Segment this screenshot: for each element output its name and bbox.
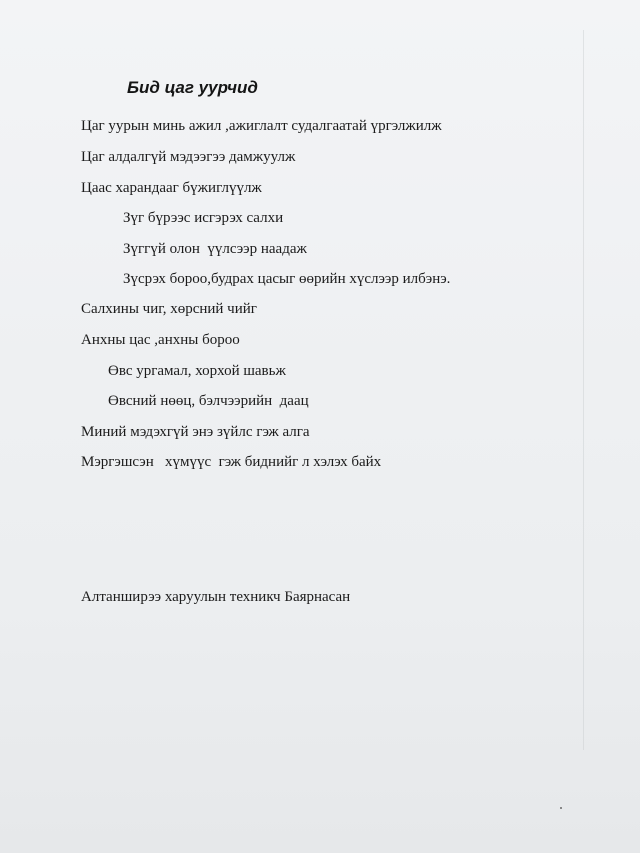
paper-edge: [583, 30, 584, 750]
poem-line-7: Салхины чиг, хөрсний чийг: [81, 301, 257, 317]
poem-line-6: Зүсрэх бороо,будрах цасыг өөрийн хүслээр илбэнэ.: [123, 271, 451, 287]
poem-line-2: Цаг алдалгүй мэдээгээ дамжуулж: [81, 149, 296, 165]
poem-line-12: Мэргэшсэн хүмүүс гэж биднийг л хэлэх байх: [81, 454, 382, 470]
author-signature: Алтанширээ харуулын техникч Баярнасан: [81, 589, 351, 605]
poem-line-8: Анхны цас ,анхны бороо: [81, 332, 240, 348]
poem-line-5: Зүггүй олон үүлсээр наадаж: [123, 241, 307, 257]
poem-line-11: Миний мэдэхгүй энэ зүйлс гэж алга: [81, 424, 310, 440]
poem-line-9: Өвс ургамал, хорхой шавьж: [108, 363, 286, 379]
poem-line-3: Цаас харандааг бүжиглүүлж: [81, 180, 262, 196]
poem-line-4: Зүг бүрээс исгэрэх салхи: [123, 210, 284, 226]
poem-line-10: Өвсний нөөц, бэлчээрийн даац: [108, 393, 309, 409]
poem-title: Бид цаг уурчид: [127, 78, 258, 97]
poem-line-1: Цаг уурын минь ажил ,ажиглалт судалгаатай үргэлжилж: [81, 118, 442, 134]
paper-speck: [560, 807, 562, 809]
